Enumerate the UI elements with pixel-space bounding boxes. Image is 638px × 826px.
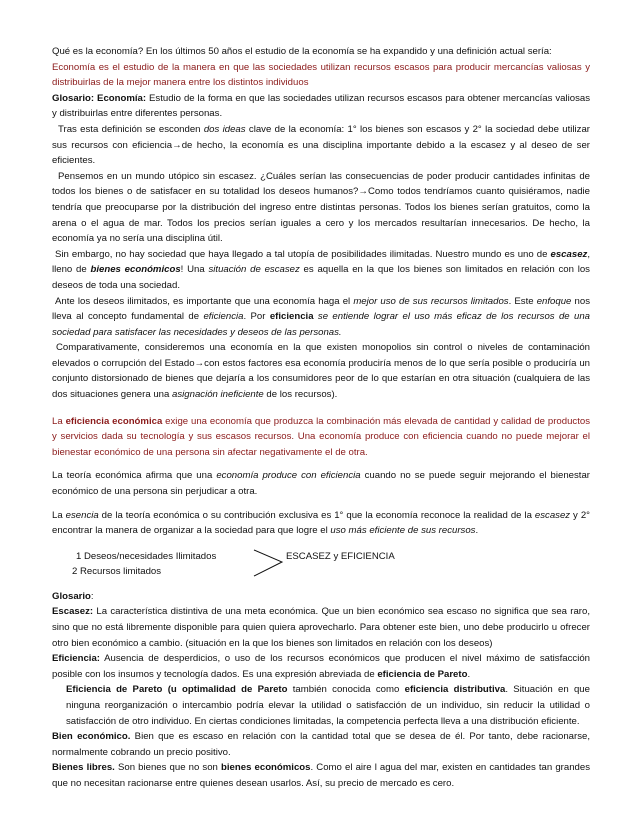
emphasis-text: economía produce con eficiencia: [216, 470, 361, 482]
economia-definition: Economía es el estudio de la manera en que las sociedades utilizan recursos escasos para producir mercancías valiosas y distribuirlas de la mejor manera entre los distintos individuos: [52, 61, 590, 89]
comparativa-paragraph: [52, 340, 590, 402]
text-run: .: [475, 525, 479, 537]
intro-question: Qué es la economía? En los últimos 50 años el estudio de la economía se ha expandido y una definición actual sería:: [52, 46, 552, 57]
glosario-bien-economico: [52, 729, 590, 760]
escasez-paragraph: [52, 247, 590, 294]
glossary-term: Eficiencia de Pareto (u optimalidad de Pareto: [66, 684, 288, 696]
glossary-definition: Bien que es escaso en relación con la cantidad total que se desea de él. Por tanto, debe racionarse, normalmente cobrando un precio positivo.: [52, 731, 590, 758]
emphasis-text: enfoque: [536, 295, 572, 307]
list-item: 1 Deseos/necesidades Ilimitados: [76, 550, 217, 562]
escasez-eficiencia-list: [52, 547, 590, 581]
emphasis-text: dos ideas: [203, 123, 246, 135]
text-run: . Este: [508, 295, 537, 307]
text-run: La teoría económica afirma que una: [52, 470, 217, 482]
emphasis-text: escasez: [550, 248, 588, 260]
glosario-bienes-libres: [52, 760, 590, 791]
eficiencia-economica-paragraph: [52, 414, 590, 461]
teoria-paragraph: [52, 468, 590, 499]
dos-ideas-paragraph: [52, 122, 590, 169]
bold-text: eficiencia de Pareto: [377, 668, 468, 680]
text-run: Ante los deseos ilimitados, es importante que una economía haga el: [55, 295, 354, 307]
glossary-definition: La característica distintiva de una meta económica. Que un bien económico sea escaso no significa que sea raro, sino que no está libremente disponible para quien quiera aprovecharlo. Para obtener este bien, uno debe producirlo u ofrecer otro bien económico a cambio. (situación en la que los bienes son limitados en relación con los deseos): [52, 606, 590, 649]
text-run: es aquella en la que los bienes son limitados en relación con los deseos de toda una sociedad.: [52, 264, 590, 291]
bold-text: eficiencia: [269, 311, 314, 323]
text-run: exige una economía que produzca la combinación más elevada de cantidad y calidad de productos y servicios dada su tecnología y sus escasos recursos. Una economía produce con eficiencia cuando no puede mejorar el bienestar económico de una persona sin afectar negativamente el de otra.: [52, 415, 591, 458]
emphasis-text: asignación ineficiente: [172, 389, 264, 401]
glosario-escasez: [52, 604, 590, 651]
text-run: La: [52, 415, 66, 427]
text-run: Comparativamente, consideremos una economía en la que existen monopolios sin control o niveles de contaminación elevados o corrupción del Estado→con estos factores esa economía produciría menos de lo que sería posible o produciría un conjunto distorsionado de bienes que dejaría a los consumidores peor de lo que estarían en otra situación (cualquiera de las dos situaciones genera una: [52, 342, 590, 401]
glossary-term: Bien económico.: [52, 731, 131, 743]
list-result: ESCASEZ y EFICIENCIA: [286, 550, 395, 562]
utopia-paragraph: Pensemos en un mundo utópico sin escasez. ¿Cuáles serían las consecuencias de poder producir cantidades infinitas de todos los bienes o de satisfacer en su totalidad los deseos humanos?→Como todos tendríamos cuanto quisiéramos, nadie tendría que preocuparse por la distribución del ingreso entre distintas personas. Todos los bienes serían gratuitos, como la arena o el agua de mar. Todos los precios serían iguales a cero y los mercados resultarían innecesarios. De hecho, la economía ya no sería una disciplina útil.: [52, 170, 590, 245]
emphasis-text: situación de escasez: [208, 264, 300, 276]
text-run: de la teoría económica o su contribución exclusiva es 1° que la economía reconoce la realidad de la: [98, 509, 535, 521]
deseos-paragraph: [52, 294, 590, 341]
bold-text: eficiencia económica: [65, 415, 163, 427]
text-run: Tras esta definición se esconden: [58, 123, 204, 135]
text-run: cuando no se puede seguir mejorando el bienestar económico de una persona sin perjudicar a otra.: [52, 470, 591, 498]
text-run: y 2° encontrar la manera de organizar a la sociedad para que logre el: [52, 509, 590, 537]
text-run: , lleno de: [52, 248, 590, 276]
text-run: .: [467, 668, 471, 680]
glosario-eficiencia: [52, 651, 590, 682]
glosario-title: [52, 589, 590, 605]
bold-text: eficiencia distributiva: [404, 684, 506, 696]
text-run: también conocida como: [287, 684, 405, 696]
glosario-pareto: [52, 682, 590, 729]
text-run: ! Una: [180, 264, 209, 276]
emphasis-text: bienes económicos: [90, 264, 181, 276]
glosario-economia: [52, 91, 590, 122]
text-run: :: [90, 590, 94, 602]
glossary-definition: Ausencia de desperdicios, o uso de los recursos económicos que producen el nivel máximo de satisfacción posible con los insumos y tecnología dados. Es una expresión abreviada de: [52, 653, 590, 680]
text-run: Son bienes que no son: [114, 762, 222, 774]
bracket-arrow-icon: [252, 548, 284, 578]
esencia-paragraph: [52, 508, 590, 539]
glosario-definition: Estudio de la forma en que las sociedades utilizan recursos escasos para obtener mercancías valiosas y distribuirlas entre diferentes personas.: [52, 92, 590, 120]
text-run: clave de la economía: 1° los bienes son escasos y 2° la sociedad debe utilizar sus recursos con eficiencia→de hecho, la economía es una disciplina importante debido a la escasez y al deseo de ser eficientes.: [52, 123, 590, 167]
bold-text: bienes económicos: [221, 762, 311, 774]
text-run: La: [52, 509, 66, 521]
glossary-definition: . Situación en que ninguna reorganización o intercambio podría elevar la utilidad o satisfacción de un individuo, sin reducir la utilidad o satisfacción de otro individuo. En ciertas condiciones limitadas, la competencia perfecta lleva a una distribución eficiente.: [66, 684, 590, 727]
bold-text: Glosario: [52, 590, 91, 602]
emphasis-text: uso más eficiente de sus recursos: [330, 525, 476, 537]
text-run: . Por: [243, 311, 270, 323]
glossary-definition: . Como el aire l agua del mar, existen en cantidades tan grandes que no necesitan racionarse entre quienes desean usarlos. Así, su precio de mercado es cero.: [52, 762, 591, 789]
list-item: 2 Recursos limitados: [72, 565, 162, 577]
emphasis-text: eficiencia: [203, 311, 244, 323]
text-run: nos lleva al concepto fundamental de: [52, 295, 590, 323]
emphasis-text: esencia: [65, 509, 99, 521]
document-page: [52, 44, 590, 792]
text-run: de los recursos).: [263, 389, 338, 401]
glossary-term: Bienes libres.: [52, 762, 115, 774]
emphasis-text: mejor uso de sus recursos limitados: [353, 295, 509, 307]
emphasis-text: se entiende lograr el uso más eficaz de los recursos de una sociedad para satisfacer las necesidades y deseos de las personas.: [52, 311, 590, 338]
emphasis-text: escasez: [534, 509, 571, 521]
glossary-term: Escasez:: [52, 606, 94, 618]
glosario-term: Glosario: Economía:: [52, 92, 147, 104]
text-run: Sin embargo, no hay sociedad que haya llegado a tal utopía de posibilidades ilimitadas. Nuestro mundo es uno de: [55, 248, 551, 260]
glossary-term: Eficiencia:: [52, 653, 100, 665]
